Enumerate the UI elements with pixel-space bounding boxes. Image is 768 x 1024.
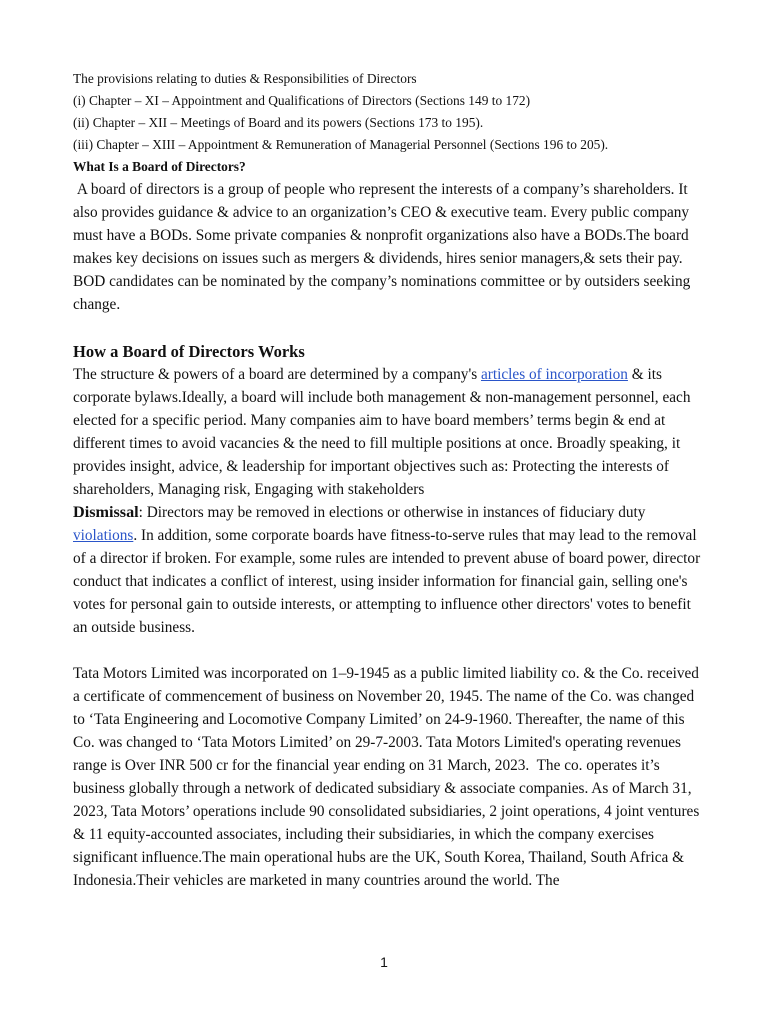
works-text-end: & its corporate bylaws.Ideally, a board will include both management & non-management personnel, each elected for a specific period. Many companies aim to have board members’ terms begin & end at different times to avoid vacancies & the need to fill multiple positions at once. Broadly speaking, it provides insight, advice, & leadership for important objectives such as: Protecting the interests of shareholders, Managing risk, Engaging with stakeholders <box>73 366 691 498</box>
intro-title: The provisions relating to duties & Responsibilities of Directors <box>73 71 417 86</box>
dismissal-text-end: . In addition, some corporate boards have fitness-to-serve rules that may lead to the removal of a director if broken. For example, some rules are intended to prevent abuse of board power, director conduct that indicates a conflict of interest, using insider information for financial gain, selling one's votes for personal gain to outside interests, or attempting to influence other directors' votes to benefit an outside business. <box>73 527 701 636</box>
tata-paragraph: Tata Motors Limited was incorporated on 1–9-1945 as a public limited liability co. & the Co. received a certificate of commencement of business on November 20, 1945. The name of the Co. was changed to ‘Tata Engineering and Locomotive Company Limited’ on 24-9-1960. Thereafter, the name of this Co. was changed to ‘Tata Motors Limited’ on 29-7-2003. Tata Motors Limited's operating revenues range is Over INR 500 cr for the financial year ending on 31 March, 2023. The co. operates it’s business globally through a network of dedicated subsidiary & associate companies. As of March 31, 2023, Tata Motors’ operations include 90 consolidated subsidiaries, 2 joint operations, 4 joint ventures & 11 equity-accounted associates, including their subsidiaries, in which the company exercises significant influence.The main operational hubs are the UK, South Korea, Thailand, South Africa & Indonesia.Their vehicles are marketed in many countries around the world. The <box>73 665 704 889</box>
dismissal-label: Dismissal <box>73 503 139 521</box>
articles-of-incorporation-link[interactable]: articles of incorporation <box>480 366 628 383</box>
page-number: 1 <box>380 954 388 970</box>
definition-paragraph: A board of directors is a group of people who represent the interests of a company’s shareholders. It also provides guidance & advice to an organization’s CEO & executive team. Every public company must have a BODs. Some private companies & nonprofit organizations also have a BODs.The board makes key decisions on issues such as mergers & dividends, hires senior managers,& sets their pay. BOD candidates can be nominated by the company’s nominations committee or by outsiders seeking change. <box>73 181 695 313</box>
works-text-start: The structure & powers of a board are determined by a company's <box>73 366 481 383</box>
section-question: What Is a Board of Directors? <box>73 159 246 174</box>
works-heading: How a Board of Directors Works <box>73 342 305 361</box>
dismissal-paragraph <box>73 501 703 639</box>
works-paragraph <box>73 363 703 501</box>
chapter-item-2: (ii) Chapter – XII – Meetings of Board and its powers (Sections 173 to 195). <box>73 115 484 130</box>
document-page <box>73 68 703 892</box>
violations-link[interactable]: violations <box>73 527 134 544</box>
dismissal-text-start: : Directors may be removed in elections or otherwise in instances of fiduciary duty <box>138 504 646 521</box>
chapter-item-3: (iii) Chapter – XIII – Appointment & Remuneration of Managerial Personnel (Sections 196 to 205). <box>73 137 609 152</box>
chapter-item-1: (i) Chapter – XI – Appointment and Qualifications of Directors (Sections 149 to 172) <box>73 93 531 108</box>
